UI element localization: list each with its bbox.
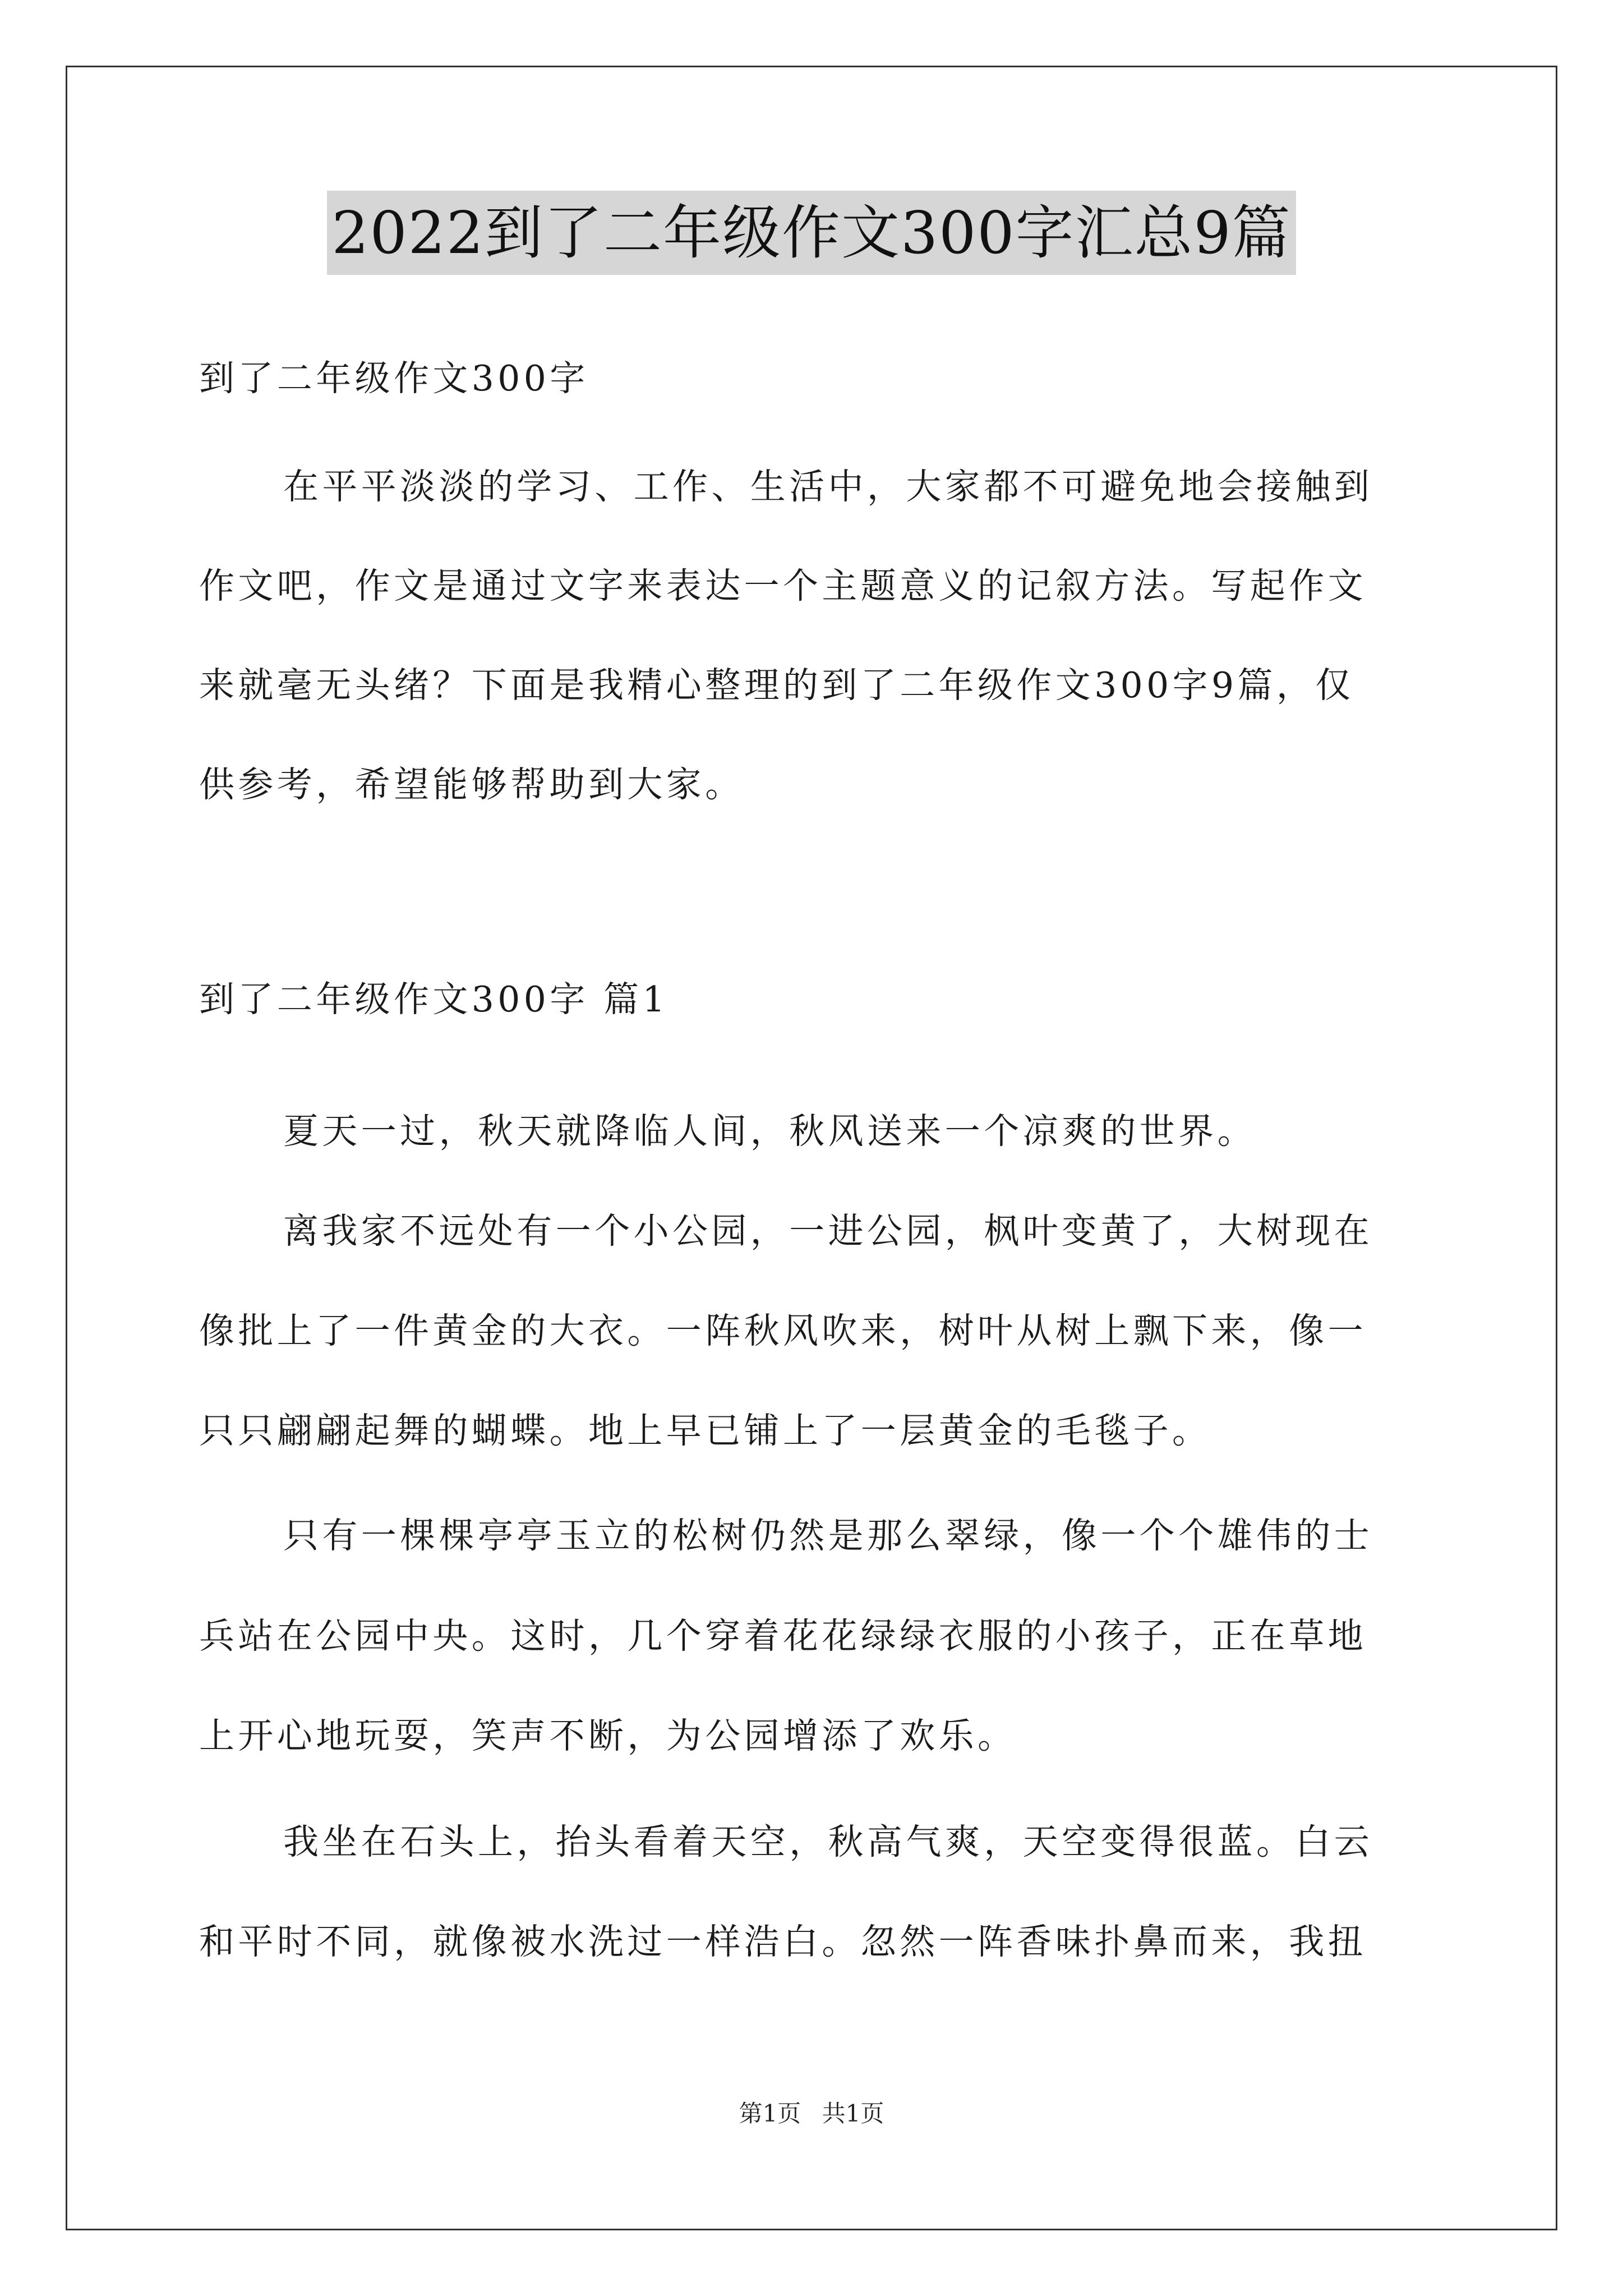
paragraph-line: 来就毫无头绪？下面是我精心整理的到了二年级作文300字9篇，仅 (199, 665, 1354, 706)
paragraph-line: 离我家不远处有一个小公园，一进公园，枫叶变黄了，大树现在 (283, 1211, 1373, 1251)
page-number: 第1页 (739, 2100, 801, 2127)
section-heading: 到了二年级作文300字 篇1 (199, 979, 668, 1020)
paragraph-line: 只只翩翩起舞的蝴蝶。地上早已铺上了一层黄金的毛毯子。 (199, 1410, 1211, 1451)
paragraph-line: 只有一棵棵亭亭玉立的松树仍然是那么翠绿，像一个个雄伟的士 (283, 1515, 1373, 1556)
paragraph-line: 像批上了一件黄金的大衣。一阵秋风吹来，树叶从树上飘下来，像一 (199, 1310, 1367, 1351)
document-title: 2022到了二年级作文300字汇总9篇 (327, 191, 1295, 275)
paragraph-line: 作文吧，作文是通过文字来表达一个主题意义的记叙方法。写起作文 (199, 565, 1367, 606)
paragraph-line: 兵站在公园中央。这时，几个穿着花花绿绿衣服的小孩子，正在草地 (199, 1616, 1367, 1657)
paragraph-line: 供参考，希望能够帮助到大家。 (199, 764, 744, 805)
paragraph-line: 我坐在石头上，抬头看着天空，秋高气爽，天空变得很蓝。白云 (283, 1821, 1373, 1862)
paragraph-line: 上开心地玩耍，笑声不断，为公园增添了欢乐。 (199, 1715, 1017, 1756)
title-container (0, 191, 1623, 275)
paragraph-line: 和平时不同，就像被水洗过一样浩白。忽然一阵香味扑鼻而来，我扭 (199, 1921, 1367, 1962)
page-total: 共1页 (822, 2100, 884, 2127)
paragraph-line: 夏天一过，秋天就降临人间，秋风送来一个凉爽的世界。 (283, 1111, 1256, 1152)
paragraph-line: 在平平淡淡的学习、工作、生活中，大家都不可避免地会接触到 (283, 466, 1373, 507)
intro-heading: 到了二年级作文300字 (199, 358, 589, 399)
page-footer (0, 2097, 1623, 2131)
